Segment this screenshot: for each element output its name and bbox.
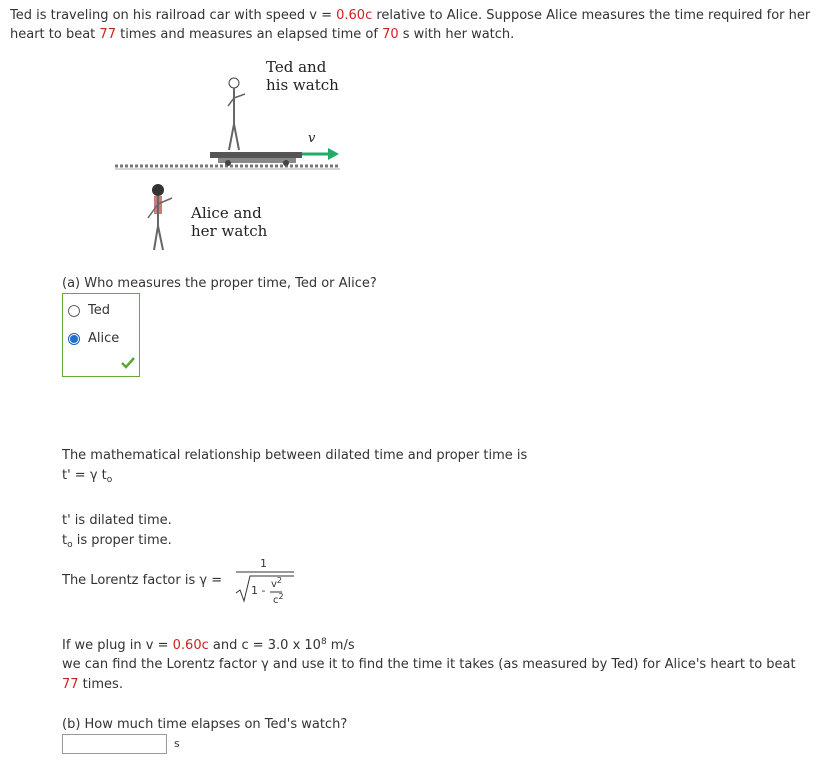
beats-value: 77 [99,27,116,42]
lorentz-numerator: 1 [260,557,267,570]
correct-check-icon [121,357,135,369]
dilation-formula: t' = γ $t_o$ [62,468,113,485]
option-alice[interactable] [68,331,119,346]
one-minus-term: 1 - [251,584,266,597]
velocity-label: v [308,131,316,146]
intro-text: times and measures an elapsed time of [115,27,383,42]
time-value: 70 [382,27,399,42]
radio-ted[interactable] [68,305,80,317]
plug-in-values: If we plug in v = 0.60c and c = 3.0 x $10^8$ m/s [62,637,355,653]
option-alice-label: Alice [88,331,120,346]
proper-time-definition: $t_o$ is proper time. [62,533,172,550]
c-squared: $c^2$ [273,592,284,606]
lorentz-label: The Lorentz factor is γ = [62,573,223,588]
question-a-prompt: (a) Who measures the proper time, Ted or Alice? [62,276,377,291]
v-squared: $v^2$ [271,576,283,590]
intro-text: heart to beat [10,27,100,42]
intro-text: relative to Alice. Suppose Alice measures the time required for her [372,8,811,23]
ted-label: Ted and his watch [266,58,339,94]
question-b-prompt: (b) How much time elapses on Ted's watch? [62,717,348,732]
time-answer-input[interactable] [62,734,167,754]
plug-in-beats: 77 times. [62,677,123,692]
intro-text: s with her watch. [398,27,515,42]
problem-statement [10,6,825,44]
option-ted[interactable] [68,303,110,318]
plug-in-explanation: we can find the Lorentz factor γ and use it to find the time it takes (as measured by Ted) for Alice's heart to beat [62,657,796,672]
speed-value: 0.60c [336,8,373,23]
relationship-text: The mathematical relationship between dilated time and proper time is [62,448,528,463]
intro-text: Ted is traveling on his railroad car with speed v = [10,8,337,23]
railroad-figure [110,58,350,258]
radio-alice[interactable] [68,333,80,345]
unit-label: s [174,737,180,750]
alice-label: Alice and her watch [191,204,268,240]
dilated-time-definition: t' is dilated time. [62,513,172,528]
answer-choices-a [62,293,140,377]
option-ted-label: Ted [88,303,110,318]
